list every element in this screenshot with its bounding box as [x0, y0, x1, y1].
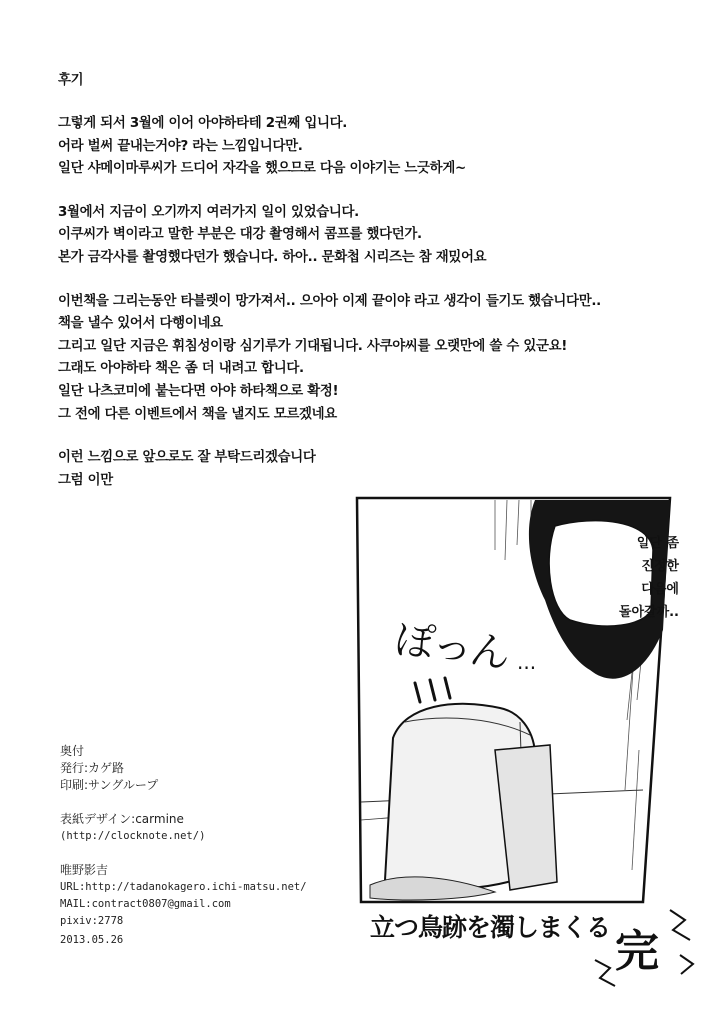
- cover-design-line: 表紙デザイン:carmine: [60, 812, 184, 826]
- afterword-line: 그렇게 되서 3월에 이어 아야하타테 2권째 입니다.: [58, 116, 348, 131]
- sound-effect: ぽっん: [391, 616, 512, 678]
- cover-design-url: (http://clocknote.net/): [60, 830, 206, 842]
- author-name: 唯野影吉: [60, 863, 109, 877]
- afterword-line: 본가 금각사를 촬영했다던가 했습니다. 하아.. 문화첩 시리즈는 참 재밌어요: [58, 249, 487, 265]
- afterword-line: 그래도 아야하타 책은 좀 더 내려고 합니다.: [58, 361, 304, 377]
- bubble-line: 다음에: [641, 582, 679, 597]
- end-mark: 完: [615, 926, 659, 977]
- panel-caption: 立つ鳥跡を濁しまくる: [370, 913, 611, 942]
- afterword-line: 그럼 이만: [58, 472, 113, 488]
- zigzag-mark: [670, 910, 690, 940]
- speech-bubble-text: [619, 532, 679, 624]
- afterword: [58, 70, 678, 492]
- zigzag-mark: [680, 955, 693, 974]
- author-mail: MAIL:contract0807@gmail.com: [60, 898, 231, 910]
- bubble-line: 돌아갈까..: [618, 605, 679, 620]
- afterword-line: 어라 벌써 끝내는거야? 라는 느낌입니다만.: [58, 138, 303, 154]
- afterword-line: 이런 느낌으로 앞으로도 잘 부탁드리겠습니다: [58, 450, 316, 466]
- afterword-line: 일단 샤메이마루씨가 드디어 자각을 했으므로 다음 이야기는 느긋하게~: [58, 161, 466, 177]
- afterword-line: 이쿠씨가 벽이라고 말한 부분은 대강 촬영해서 콤프를 했다던가.: [58, 227, 422, 243]
- printer-line: 印刷:サングループ: [60, 778, 159, 792]
- zigzag-mark: [595, 960, 615, 986]
- author-url: URL:http://tadanokagero.ichi-matsu.net/: [60, 881, 307, 893]
- afterword-line: 3월에서 지금이 오기까지 여러가지 일이 있었습니다.: [58, 204, 359, 220]
- publish-date: 2013.05.26: [60, 934, 124, 946]
- sound-effect-dots: ...: [517, 650, 537, 674]
- afterword-line: 이번책을 그리는동안 타블렛이 망가져서.. 으아아 이제 끝이야 라고 생각이 들기도 했습니다만..: [58, 293, 601, 309]
- bubble-line: 일단 좀: [636, 536, 679, 551]
- afterword-title: 후기: [58, 73, 84, 88]
- colophon: [60, 743, 307, 930]
- publisher-line: 発行:カゲ路: [60, 761, 125, 775]
- afterword-line: 책을 낼수 있어서 다행이네요: [58, 316, 223, 332]
- bubble-line: 진정한: [641, 559, 679, 574]
- afterword-line: 그리고 일단 지금은 휘침성이랑 심기루가 기대됩니다. 사쿠야씨를 오랫만에 쓸 수 있군요!: [58, 338, 568, 354]
- colophon-heading: 奥付: [60, 744, 85, 758]
- afterword-line: 그 전에 다른 이벤트에서 책을 낼지도 모르겠네요: [58, 406, 337, 422]
- comic-panel: [345, 490, 705, 1010]
- afterword-line: 일단 나츠코미에 붙는다면 아야 하타책으로 확정!: [58, 383, 339, 399]
- author-pixiv: pixiv:2778: [60, 915, 124, 927]
